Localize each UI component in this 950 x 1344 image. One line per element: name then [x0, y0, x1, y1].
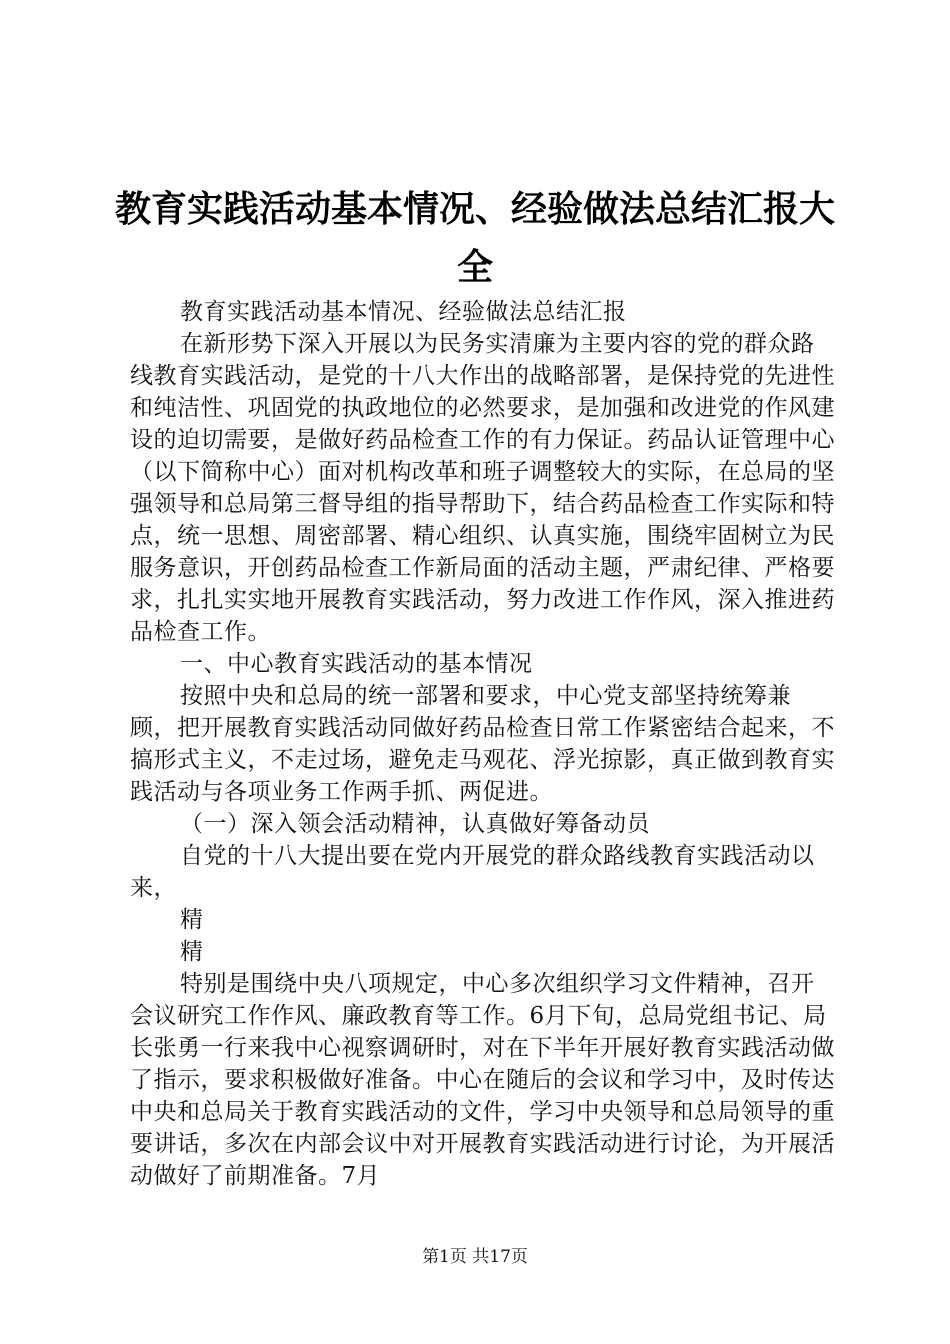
body-paragraph: 教育实践活动基本情况、经验做法总结汇报	[180, 299, 627, 325]
section-heading: 一、中心教育实践活动的基本情况	[180, 651, 533, 677]
body-paragraph: 精	[180, 939, 204, 965]
body-paragraph: 自党的十八大提出要在党内开展党的群众路线教育实践活动以来，	[130, 843, 815, 901]
document-body	[130, 296, 835, 1192]
page-footer: 第1页 共17页	[422, 1247, 528, 1267]
body-paragraph: 特别是围绕中央八项规定，中心多次组织学习文件精神，召开会议研究工作作风、廉政教育等工作。6月下旬，总局党组书记、局长张勇一行来我中心视察调研时，对在下半年开展好教育实践活动做了指示，要求积极做好准备。中心在随后的会议和学习中，及时传达中央和总局关于教育实践活动的文件，学习中央领导和总局领导的重要讲话，多次在内部会议中对开展教育实践活动进行讨论，为开展活动做好了前期准备。7月	[130, 971, 835, 1189]
body-paragraph: 按照中央和总局的统一部署和要求，中心党支部坚持统筹兼顾，把开展教育实践活动同做好药品检查日常工作紧密结合起来，不搞形式主义，不走过场，避免走马观花、浮光掠影，真正做到教育实践活动与各项业务工作两手抓、两促进。	[130, 683, 835, 805]
subsection-heading: （一）深入领会活动精神，认真做好筹备动员	[180, 811, 650, 837]
document-title: 教育实践活动基本情况、经验做法总结汇报大全	[114, 188, 835, 288]
body-paragraph: 在新形势下深入开展以为民务实清廉为主要内容的党的群众路线教育实践活动，是党的十八大作出的战略部署，是保持党的先进性和纯洁性、巩固党的执政地位的必然要求，是加强和改进党的作风建设的迫切需要，是做好药品检查工作的有力保证。药品认证管理中心（以下简称中心）面对机构改革和班子调整较大的实际，在总局的坚强领导和总局第三督导组的指导帮助下，结合药品检查工作实际和特点，统一思想、周密部署、精心组织、认真实施，围绕牢固树立为民服务意识，开创药品检查工作新局面的活动主题，严肃纪律、严格要求，扎扎实实地开展教育实践活动，努力改进工作作风，深入推进药品检查工作。	[130, 331, 835, 645]
body-paragraph: 精	[180, 907, 204, 933]
